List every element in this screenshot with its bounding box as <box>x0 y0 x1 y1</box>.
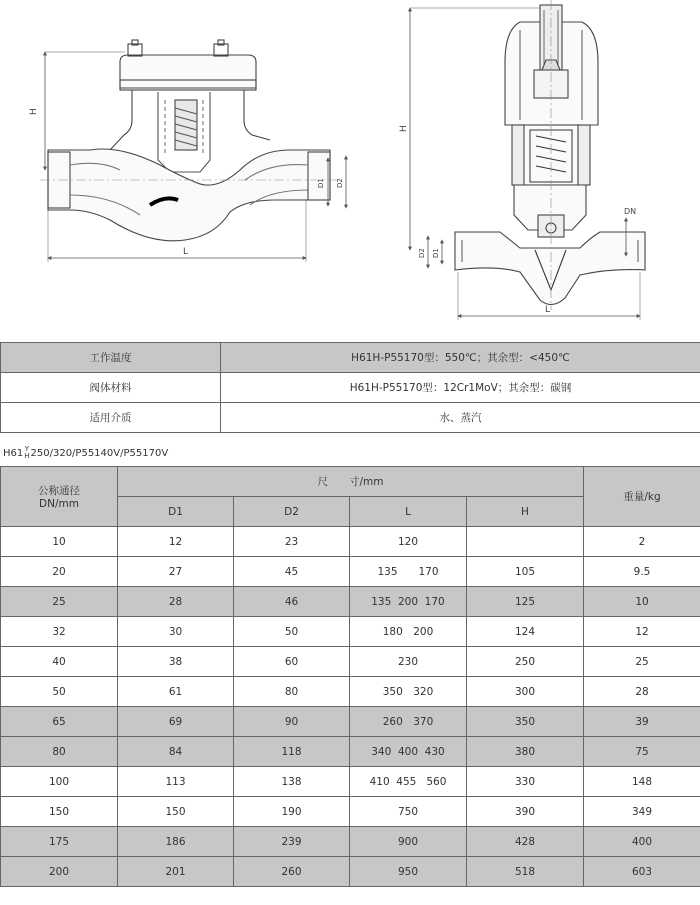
dn-header: 公称通径 DN/mm <box>1 467 118 527</box>
left-dim-h: H <box>29 108 39 115</box>
cell-d2: 138 <box>234 767 350 797</box>
property-row <box>1 373 700 403</box>
cell-l: 900 <box>350 827 467 857</box>
right-dim-dn: DN <box>624 207 637 216</box>
cell-h: 350 <box>467 707 584 737</box>
property-row <box>1 403 700 433</box>
d1-header: D1 <box>118 497 234 527</box>
cell-d1: 113 <box>118 767 234 797</box>
cell-d2: 260 <box>234 857 350 887</box>
cell-d1: 38 <box>118 647 234 677</box>
cell-weight: 28 <box>584 677 700 707</box>
cell-d2: 60 <box>234 647 350 677</box>
table-row <box>1 617 700 647</box>
cell-h: 330 <box>467 767 584 797</box>
series-suffix: 250/320/P55140V/P55170V <box>30 448 169 459</box>
cell-h: 428 <box>467 827 584 857</box>
cell-h: 380 <box>467 737 584 767</box>
left-dim-d2: D2 <box>336 178 344 188</box>
cell-h: 300 <box>467 677 584 707</box>
cell-l: 180 200 <box>350 617 467 647</box>
property-row <box>1 343 700 373</box>
cell-dn: 175 <box>1 827 118 857</box>
l-header: L <box>350 497 467 527</box>
cell-dn: 80 <box>1 737 118 767</box>
cell-d1: 201 <box>118 857 234 887</box>
cell-d2: 23 <box>234 527 350 557</box>
cell-d2: 50 <box>234 617 350 647</box>
cell-d2: 80 <box>234 677 350 707</box>
cell-l: 260 370 <box>350 707 467 737</box>
d2-header: D2 <box>234 497 350 527</box>
property-label: 阀体材料 <box>1 373 221 403</box>
cell-dn: 65 <box>1 707 118 737</box>
weight-header: 重量/kg <box>584 467 700 527</box>
cell-dn: 40 <box>1 647 118 677</box>
cell-weight: 2 <box>584 527 700 557</box>
table-row <box>1 647 700 677</box>
cell-dn: 10 <box>1 527 118 557</box>
series-superscript <box>24 446 29 460</box>
cell-l: 135 170 <box>350 557 467 587</box>
cell-d2: 90 <box>234 707 350 737</box>
properties-table <box>0 342 700 433</box>
cell-weight: 39 <box>584 707 700 737</box>
cell-d2: 118 <box>234 737 350 767</box>
cell-l: 120 <box>350 527 467 557</box>
cell-d2: 239 <box>234 827 350 857</box>
right-dim-h: H <box>399 125 409 132</box>
cell-d2: 46 <box>234 587 350 617</box>
cell-d2: 45 <box>234 557 350 587</box>
table-row <box>1 827 700 857</box>
cell-l: 750 <box>350 797 467 827</box>
property-label: 适用介质 <box>1 403 221 433</box>
cell-weight: 148 <box>584 767 700 797</box>
property-value: 水、蒸汽 <box>221 403 700 433</box>
cell-weight: 12 <box>584 617 700 647</box>
cell-weight: 25 <box>584 647 700 677</box>
left-dim-l: L <box>183 247 189 257</box>
cell-weight: 10 <box>584 587 700 617</box>
table-row <box>1 677 700 707</box>
cell-h: 390 <box>467 797 584 827</box>
cell-d1: 12 <box>118 527 234 557</box>
cell-dn: 32 <box>1 617 118 647</box>
cell-weight: 603 <box>584 857 700 887</box>
cell-d1: 186 <box>118 827 234 857</box>
table-row <box>1 857 700 887</box>
cell-l: 135 200 170 <box>350 587 467 617</box>
cell-dn: 100 <box>1 767 118 797</box>
cell-l: 410 455 560 <box>350 767 467 797</box>
cell-h <box>467 527 584 557</box>
cell-dn: 200 <box>1 857 118 887</box>
cell-h: 105 <box>467 557 584 587</box>
series-sup-top: Y <box>24 445 30 453</box>
cell-l: 340 400 430 <box>350 737 467 767</box>
table-row <box>1 767 700 797</box>
property-label: 工作温度 <box>1 343 221 373</box>
cell-d1: 30 <box>118 617 234 647</box>
cell-weight: 400 <box>584 827 700 857</box>
table-row <box>1 527 700 557</box>
left-dim-d1: D1 <box>317 178 325 188</box>
h-header: H <box>467 497 584 527</box>
cell-l: 350 320 <box>350 677 467 707</box>
valve-drawings <box>0 0 700 335</box>
right-dim-d2: D2 <box>418 248 426 258</box>
cell-d2: 190 <box>234 797 350 827</box>
table-row <box>1 737 700 767</box>
table-row <box>1 587 700 617</box>
cell-h: 125 <box>467 587 584 617</box>
cell-d1: 61 <box>118 677 234 707</box>
cell-d1: 84 <box>118 737 234 767</box>
cell-h: 518 <box>467 857 584 887</box>
right-dim-l: L <box>545 305 551 315</box>
dimensions-table <box>0 466 700 887</box>
cell-h: 124 <box>467 617 584 647</box>
table-row <box>1 797 700 827</box>
cell-dn: 150 <box>1 797 118 827</box>
series-title <box>3 446 168 460</box>
cell-l: 230 <box>350 647 467 677</box>
property-value: H61H-P55170型：550℃；其余型：<450℃ <box>221 343 700 373</box>
left-valve-drawing <box>40 40 340 241</box>
property-value: H61H-P55170型：12Cr1MoV；其余型：碳钢 <box>221 373 700 403</box>
cell-weight: 75 <box>584 737 700 767</box>
cell-d1: 27 <box>118 557 234 587</box>
cell-d1: 150 <box>118 797 234 827</box>
cell-l: 950 <box>350 857 467 887</box>
cell-dn: 50 <box>1 677 118 707</box>
right-dim-d1: D1 <box>432 248 440 258</box>
cell-d1: 69 <box>118 707 234 737</box>
right-valve-drawing <box>455 0 645 310</box>
cell-dn: 25 <box>1 587 118 617</box>
series-sup-bottom: H <box>24 452 30 460</box>
header-row <box>1 467 700 497</box>
cell-d1: 28 <box>118 587 234 617</box>
cell-dn: 20 <box>1 557 118 587</box>
series-prefix: H61 <box>3 448 24 459</box>
cell-weight: 349 <box>584 797 700 827</box>
size-header: 尺 寸/mm <box>118 467 584 497</box>
table-row <box>1 557 700 587</box>
cell-h: 250 <box>467 647 584 677</box>
table-row <box>1 707 700 737</box>
cell-weight: 9.5 <box>584 557 700 587</box>
